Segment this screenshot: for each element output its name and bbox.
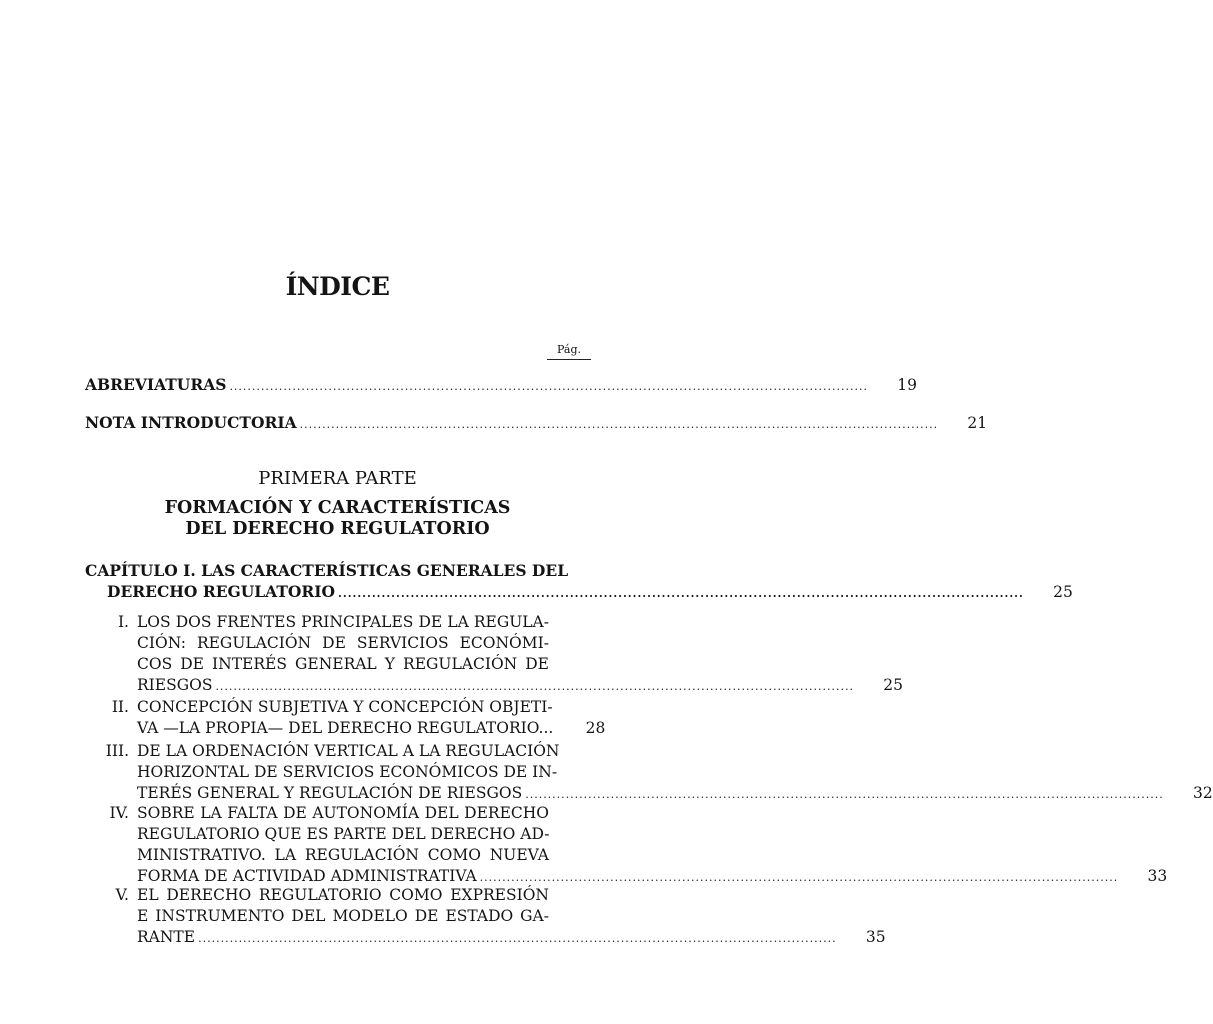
section-entry-ii	[85, 697, 606, 739]
chapter-entry	[85, 560, 1073, 604]
page-column-label: Pág.	[547, 343, 591, 360]
toc-page-number: 25	[883, 676, 903, 694]
section-number: III.	[105, 742, 129, 760]
section-entry-iv	[85, 803, 1168, 888]
leader-dots: ..............................................................................................................................................	[525, 788, 1164, 801]
part-label: PRIMERA PARTE	[258, 468, 417, 489]
section-title-line: REGULATORIO QUE ES PARTE DEL DERECHO AD-	[137, 825, 550, 843]
leader-dots: ..............................................................................................................................................	[479, 871, 1119, 884]
toc-entry-label: ABREVIATURAS	[85, 375, 227, 394]
toc-page-number: 32	[1192, 784, 1213, 802]
section-number: V.	[115, 886, 129, 904]
toc-page-number: 25	[1053, 583, 1073, 601]
toc-page-number: 28	[585, 719, 606, 737]
section-title-line: CIÓN: REGULACIÓN DE SERVICIOS ECONÓMI-	[137, 634, 549, 652]
page-title: ÍNDICE	[285, 272, 390, 301]
toc-page-number: 33	[1147, 867, 1168, 885]
section-title-line: EL DERECHO REGULATORIO COMO EXPRESIÓN	[137, 886, 549, 904]
part-title-line-2: DEL DERECHO REGULATORIO	[185, 519, 490, 539]
toc-page-number: 19	[897, 376, 917, 394]
section-title-line: HORIZONTAL DE SERVICIOS ECONÓMICOS DE IN-	[137, 763, 558, 781]
leader-dots: ..............................................................................................................................................	[198, 932, 837, 945]
section-title-line: MINISTRATIVO. LA REGULACIÓN COMO NUEVA	[137, 846, 549, 864]
section-number: IV.	[109, 804, 129, 822]
toc-entry-abreviaturas	[85, 374, 917, 397]
section-title-line: RIESGOS	[137, 676, 213, 694]
leader-dots: ..............................................................................................................................................	[299, 418, 939, 431]
section-title-line: RANTE	[137, 928, 196, 946]
section-title-line: DE LA ORDENACIÓN VERTICAL A LA REGULACIÓN	[137, 742, 560, 760]
section-title-line: COS DE INTERÉS GENERAL Y REGULACIÓN DE	[137, 655, 549, 673]
section-title-line: FORMA DE ACTIVIDAD ADMINISTRATIVA	[137, 867, 477, 885]
leader-dots: ..............................................................................................................................................	[338, 587, 1024, 600]
section-title-line: SOBRE LA FALTA DE AUTONOMÍA DEL DERECHO	[137, 804, 549, 822]
section-title-line: LOS DOS FRENTES PRINCIPALES DE LA REGULA-	[137, 613, 549, 631]
section-title-line: TERÉS GENERAL Y REGULACIÓN DE RIESGOS	[137, 784, 523, 802]
section-entry-i	[85, 612, 903, 697]
section-entry-v	[85, 885, 886, 949]
part-title-line-1: FORMACIÓN Y CARACTERÍSTICAS	[164, 498, 511, 518]
toc-entry-nota-introductoria	[85, 412, 988, 435]
leader-dots: ..............................................................................................................................................	[215, 680, 854, 693]
section-entry-iii	[85, 741, 1213, 805]
toc-page-number: 35	[865, 928, 886, 946]
section-number: I.	[117, 613, 129, 631]
toc-page-number: 21	[967, 414, 988, 432]
leader-dots: ..............................................................................................................................................	[229, 380, 868, 393]
toc-entry-label: NOTA INTRODUCTORIA	[85, 413, 297, 432]
chapter-title-line-2: DERECHO REGULATORIO	[107, 582, 336, 601]
section-title-line: VA —LA PROPIA— DEL DERECHO REGULATORIO...	[137, 719, 554, 737]
section-number: II.	[111, 698, 129, 716]
section-title-line: CONCEPCIÓN SUBJETIVA Y CONCEPCIÓN OBJETI-	[137, 698, 553, 716]
section-title-line: E INSTRUMENTO DEL MODELO DE ESTADO GA-	[137, 907, 549, 925]
chapter-title-line-1: CAPÍTULO I. LAS CARACTERÍSTICAS GENERALES DEL	[85, 561, 569, 580]
